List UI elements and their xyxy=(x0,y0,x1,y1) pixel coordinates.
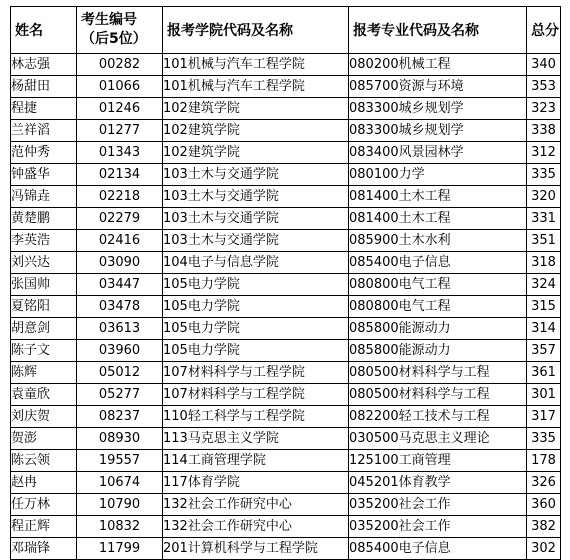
name-cell: 邓瑞锋 xyxy=(11,538,77,560)
name-cell: 袁童欣 xyxy=(11,384,77,406)
major-cell: 080100力学 xyxy=(349,164,527,186)
id-cell: 01343 xyxy=(77,142,163,164)
name-cell: 赵冉 xyxy=(11,472,77,494)
name-cell: 程正辉 xyxy=(11,516,77,538)
table-row xyxy=(11,54,561,76)
table-row xyxy=(11,516,561,538)
id-cell: 03447 xyxy=(77,274,163,296)
college-cell: 132社会工作研究中心 xyxy=(163,494,349,516)
major-cell: 085800能源动力 xyxy=(349,318,527,340)
college-cell: 103土木与交通学院 xyxy=(163,186,349,208)
header-row xyxy=(11,7,561,54)
table-row xyxy=(11,340,561,362)
table-row xyxy=(11,296,561,318)
college-cell: 103土木与交通学院 xyxy=(163,230,349,252)
major-cell: 085800能源动力 xyxy=(349,340,527,362)
score-cell: 331 xyxy=(527,208,561,230)
college-cell: 102建筑学院 xyxy=(163,120,349,142)
table-row xyxy=(11,120,561,142)
table-row xyxy=(11,252,561,274)
id-cell: 02134 xyxy=(77,164,163,186)
header-score: 总分 xyxy=(527,7,561,54)
id-cell: 01277 xyxy=(77,120,163,142)
score-cell: 351 xyxy=(527,230,561,252)
name-cell: 刘庆贺 xyxy=(11,406,77,428)
major-cell: 125100工商管理 xyxy=(349,450,527,472)
id-cell: 03960 xyxy=(77,340,163,362)
name-cell: 夏铭阳 xyxy=(11,296,77,318)
college-cell: 113马克思主义学院 xyxy=(163,428,349,450)
id-cell: 00282 xyxy=(77,54,163,76)
name-cell: 陈云领 xyxy=(11,450,77,472)
table-row xyxy=(11,142,561,164)
score-cell: 360 xyxy=(527,494,561,516)
name-cell: 程捷 xyxy=(11,98,77,120)
major-cell: 085400电子信息 xyxy=(349,252,527,274)
table-row xyxy=(11,450,561,472)
id-cell: 03478 xyxy=(77,296,163,318)
header-id-line1: 考生编号 xyxy=(81,12,137,28)
table-row xyxy=(11,318,561,340)
header-id-line2: （后5位） xyxy=(81,31,147,47)
table-row xyxy=(11,76,561,98)
college-cell: 102建筑学院 xyxy=(163,142,349,164)
id-cell: 10790 xyxy=(77,494,163,516)
score-cell: 324 xyxy=(527,274,561,296)
major-cell: 081400土木工程 xyxy=(349,186,527,208)
college-cell: 114工商管理学院 xyxy=(163,450,349,472)
major-cell: 085700资源与环境 xyxy=(349,76,527,98)
name-cell: 陈辉 xyxy=(11,362,77,384)
table-row xyxy=(11,362,561,384)
id-cell: 08237 xyxy=(77,406,163,428)
table-row xyxy=(11,274,561,296)
id-cell: 19557 xyxy=(77,450,163,472)
name-cell: 范仲秀 xyxy=(11,142,77,164)
name-cell: 黄楚鹏 xyxy=(11,208,77,230)
college-cell: 102建筑学院 xyxy=(163,98,349,120)
id-cell: 01246 xyxy=(77,98,163,120)
table-row xyxy=(11,98,561,120)
name-cell: 陈子文 xyxy=(11,340,77,362)
score-cell: 323 xyxy=(527,98,561,120)
table-row xyxy=(11,384,561,406)
major-cell: 081400土木工程 xyxy=(349,208,527,230)
college-cell: 103土木与交通学院 xyxy=(163,208,349,230)
college-cell: 105电力学院 xyxy=(163,274,349,296)
major-cell: 083300城乡规划学 xyxy=(349,98,527,120)
score-cell: 382 xyxy=(527,516,561,538)
name-cell: 冯锦垚 xyxy=(11,186,77,208)
score-cell: 318 xyxy=(527,252,561,274)
table-row xyxy=(11,406,561,428)
score-cell: 338 xyxy=(527,120,561,142)
score-cell: 335 xyxy=(527,428,561,450)
id-cell: 11799 xyxy=(77,538,163,560)
table-row xyxy=(11,208,561,230)
major-cell: 035200社会工作 xyxy=(349,516,527,538)
score-cell: 353 xyxy=(527,76,561,98)
college-cell: 104电子与信息学院 xyxy=(163,252,349,274)
name-cell: 兰祥滔 xyxy=(11,120,77,142)
score-cell: 357 xyxy=(527,340,561,362)
name-cell: 任万林 xyxy=(11,494,77,516)
major-cell: 080800电气工程 xyxy=(349,296,527,318)
id-cell: 05277 xyxy=(77,384,163,406)
major-cell: 030500马克思主义理论 xyxy=(349,428,527,450)
score-cell: 178 xyxy=(527,450,561,472)
id-cell: 01066 xyxy=(77,76,163,98)
id-cell: 03613 xyxy=(77,318,163,340)
name-cell: 钟盛华 xyxy=(11,164,77,186)
college-cell: 105电力学院 xyxy=(163,340,349,362)
score-cell: 320 xyxy=(527,186,561,208)
major-cell: 083300城乡规划学 xyxy=(349,120,527,142)
name-cell: 胡意剑 xyxy=(11,318,77,340)
major-cell: 083400风景园林学 xyxy=(349,142,527,164)
major-cell: 080500材料科学与工程 xyxy=(349,384,527,406)
name-cell: 张国帅 xyxy=(11,274,77,296)
score-cell: 312 xyxy=(527,142,561,164)
id-cell: 10832 xyxy=(77,516,163,538)
college-cell: 117体育学院 xyxy=(163,472,349,494)
major-cell: 080500材料科学与工程 xyxy=(349,362,527,384)
major-cell: 080200机械工程 xyxy=(349,54,527,76)
college-cell: 105电力学院 xyxy=(163,296,349,318)
college-cell: 107材料科学与工程学院 xyxy=(163,384,349,406)
score-cell: 315 xyxy=(527,296,561,318)
id-cell: 03090 xyxy=(77,252,163,274)
name-cell: 杨甜田 xyxy=(11,76,77,98)
score-cell: 361 xyxy=(527,362,561,384)
score-cell: 340 xyxy=(527,54,561,76)
header-major: 报考专业代码及名称 xyxy=(349,7,527,54)
name-cell: 林志强 xyxy=(11,54,77,76)
major-cell: 085400电子信息 xyxy=(349,538,527,560)
college-cell: 201计算机科学与工程学院 xyxy=(163,538,349,560)
table-row xyxy=(11,186,561,208)
college-cell: 107材料科学与工程学院 xyxy=(163,362,349,384)
name-cell: 刘兴达 xyxy=(11,252,77,274)
college-cell: 101机械与汽车工程学院 xyxy=(163,54,349,76)
score-cell: 335 xyxy=(527,164,561,186)
major-cell: 045201体育教学 xyxy=(349,472,527,494)
score-cell: 326 xyxy=(527,472,561,494)
table-row xyxy=(11,494,561,516)
header-name: 姓名 xyxy=(11,7,77,54)
college-cell: 103土木与交通学院 xyxy=(163,164,349,186)
table-row xyxy=(11,230,561,252)
score-cell: 301 xyxy=(527,384,561,406)
college-cell: 101机械与汽车工程学院 xyxy=(163,76,349,98)
major-cell: 085900土木水利 xyxy=(349,230,527,252)
id-cell: 08930 xyxy=(77,428,163,450)
id-cell: 05012 xyxy=(77,362,163,384)
college-cell: 105电力学院 xyxy=(163,318,349,340)
id-cell: 10674 xyxy=(77,472,163,494)
table-row xyxy=(11,428,561,450)
college-cell: 110轻工科学与工程学院 xyxy=(163,406,349,428)
table-row xyxy=(11,472,561,494)
name-cell: 贺澎 xyxy=(11,428,77,450)
name-cell: 李英浩 xyxy=(11,230,77,252)
admission-table xyxy=(10,6,561,560)
major-cell: 080800电气工程 xyxy=(349,274,527,296)
id-cell: 02279 xyxy=(77,208,163,230)
major-cell: 035200社会工作 xyxy=(349,494,527,516)
score-cell: 314 xyxy=(527,318,561,340)
id-cell: 02218 xyxy=(77,186,163,208)
major-cell: 082200轻工技术与工程 xyxy=(349,406,527,428)
id-cell: 02416 xyxy=(77,230,163,252)
college-cell: 132社会工作研究中心 xyxy=(163,516,349,538)
table-row xyxy=(11,538,561,560)
table-row xyxy=(11,164,561,186)
header-id xyxy=(77,7,163,54)
header-college: 报考学院代码及名称 xyxy=(163,7,349,54)
score-cell: 317 xyxy=(527,406,561,428)
score-cell: 302 xyxy=(527,538,561,560)
